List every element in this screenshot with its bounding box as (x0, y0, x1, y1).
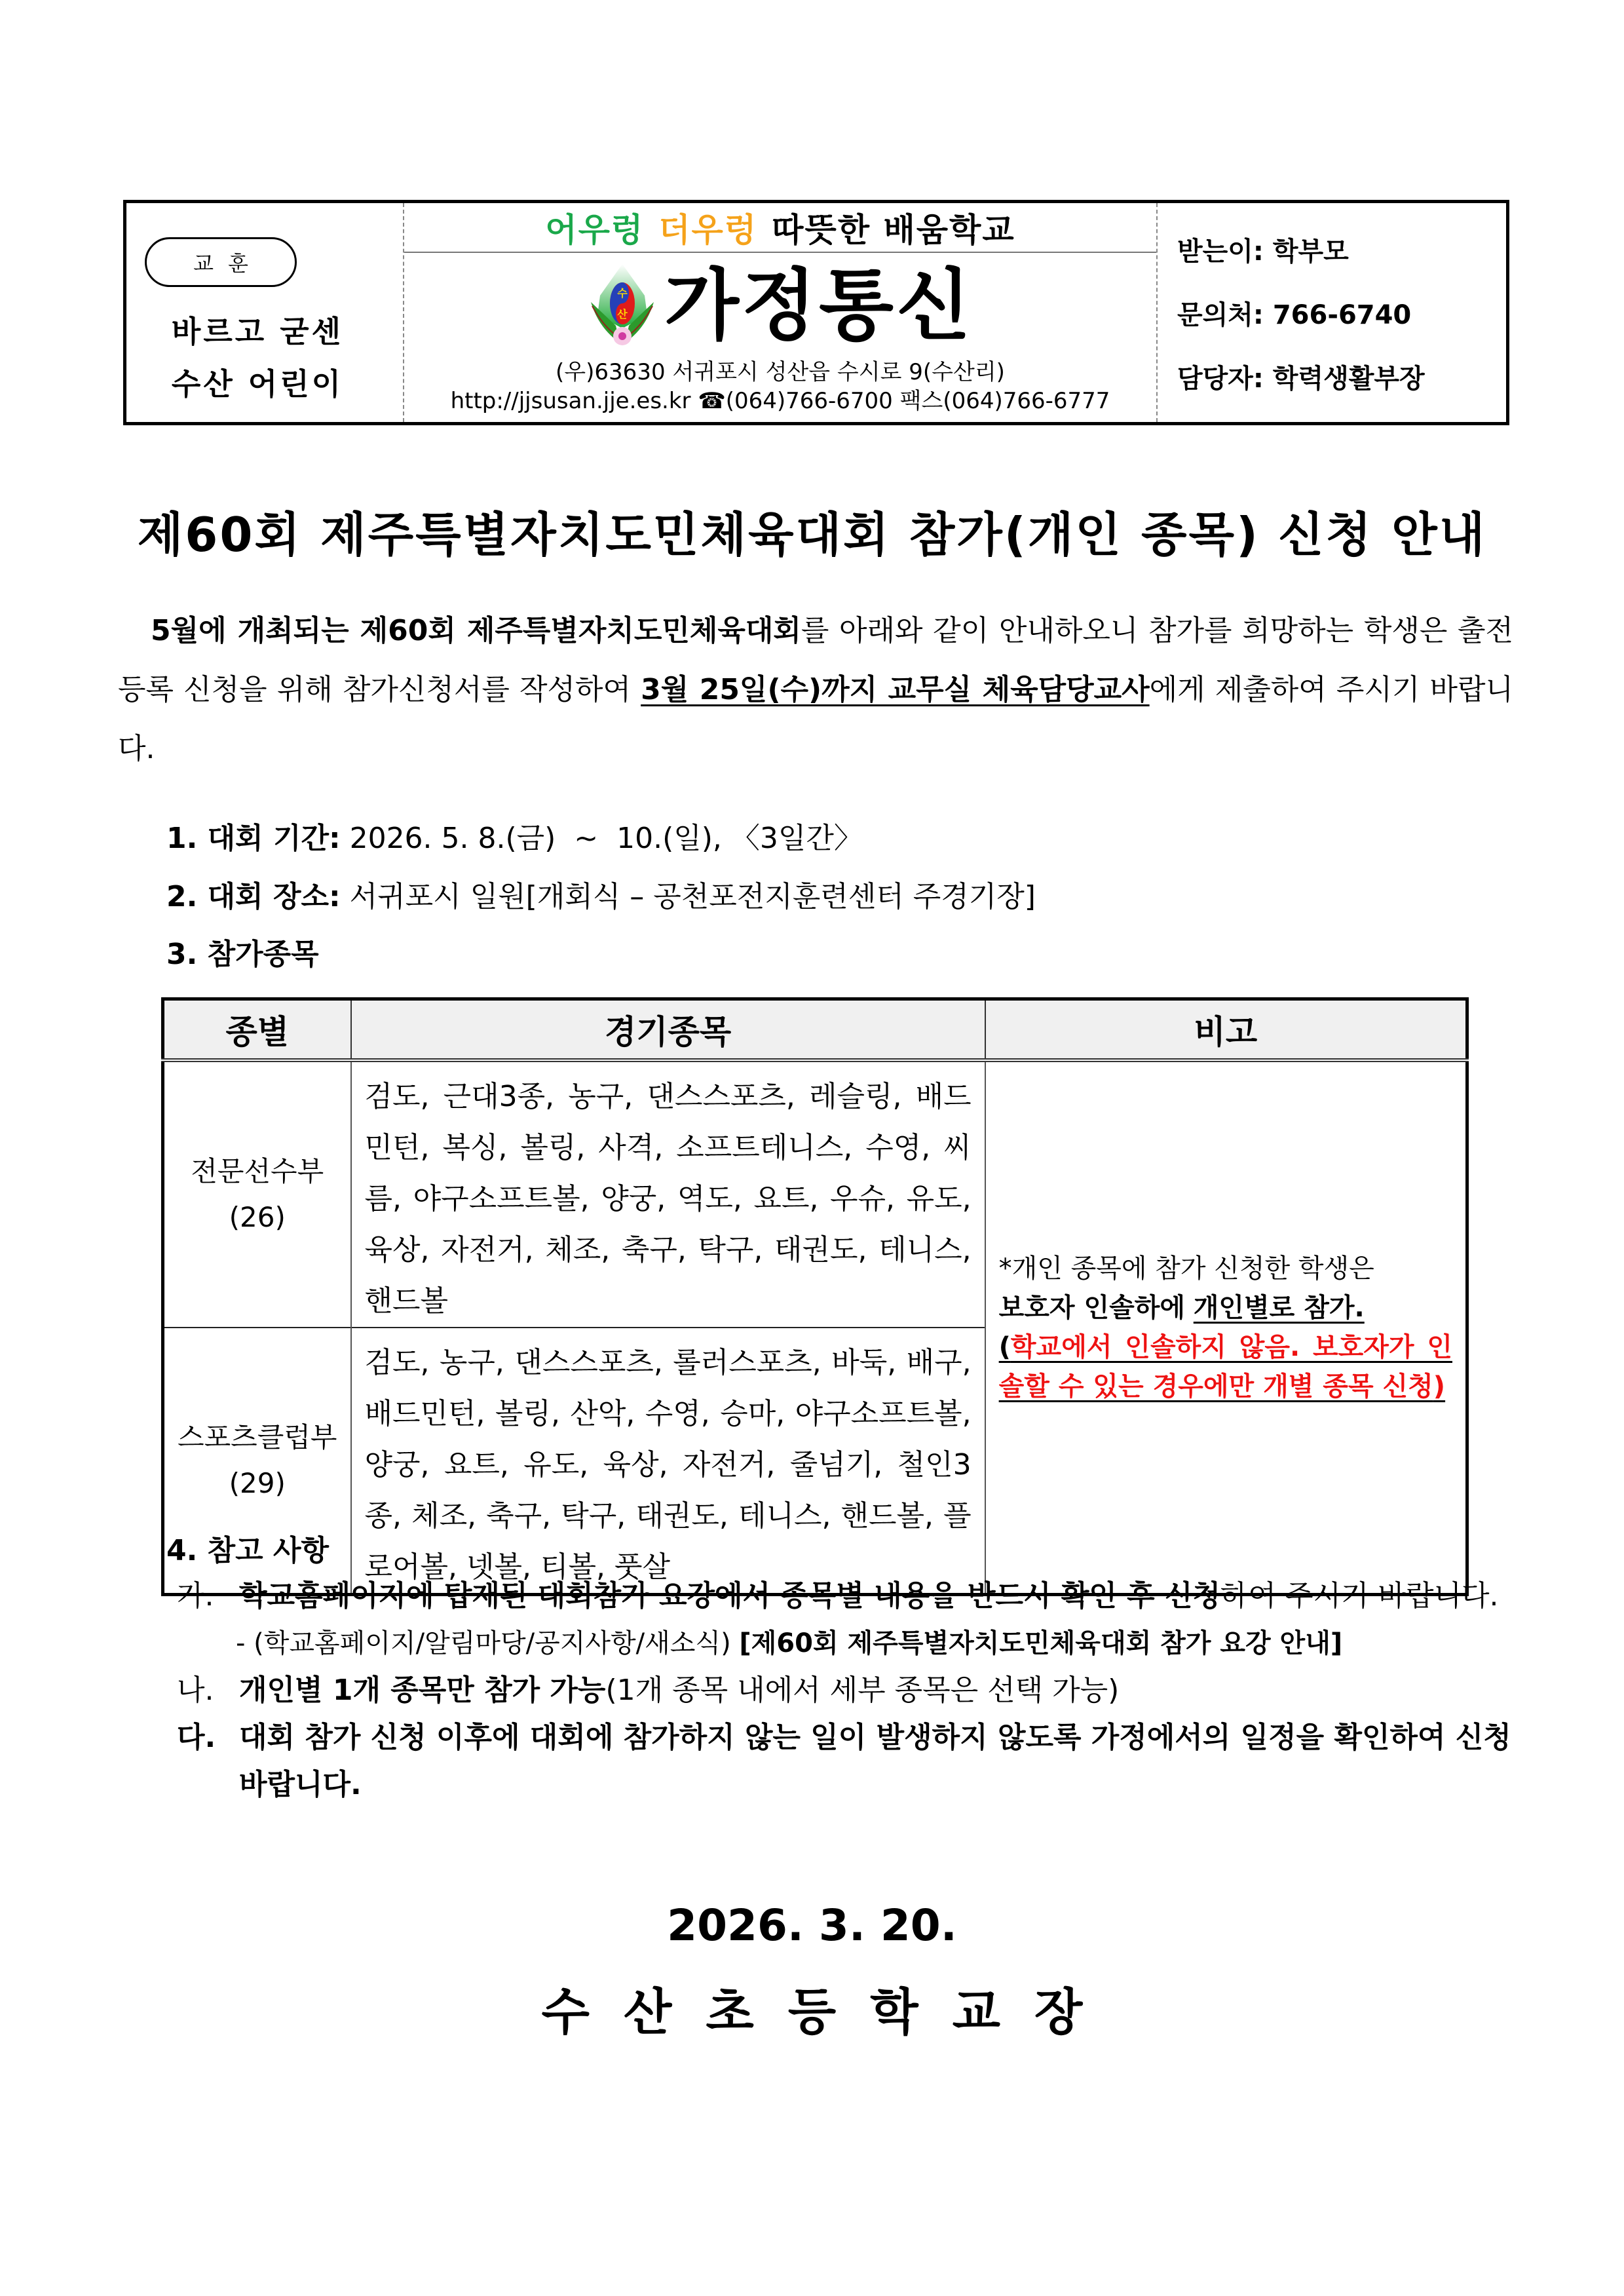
school-fax: 팩스(064)766-6777 (899, 388, 1110, 414)
events-cell: 검도, 농구, 댄스스포츠, 롤러스포츠, 바둑, 배구, 배드민턴, 볼링, 산악, 수영, 승마, 야구소프트볼, 양궁, 요트, 유도, 육상, 자전거, 줄넘기, 철인3종, 체조, 축구, 탁구, 태권도, 테니스, 핸드볼, 플로어볼, 넷볼, 티볼, 풋살 (351, 1328, 985, 1595)
category-count: (26) (229, 1201, 286, 1233)
newsletter-header (123, 200, 1509, 425)
svg-text:수: 수 (617, 287, 628, 299)
section-event-period (166, 814, 863, 856)
school-contact-line (404, 387, 1156, 415)
column-header-events: 경기종목 (351, 999, 985, 1061)
category-name: 전문선수부 (191, 1155, 324, 1187)
person-in-charge: 담당자: 학력생활부장 (1177, 363, 1425, 394)
document-title: 제60회 제주특별자치도민체육대회 참가(개인 종목) 신청 안내 (137, 507, 1487, 562)
school-emblem-icon (587, 263, 658, 348)
note-text: (1개 종목 내에서 세부 종목은 선택 가능) (605, 1674, 1120, 1707)
signer-name: 수산초등학교장 (541, 1983, 1117, 2041)
motto-label: 교훈 (145, 237, 297, 287)
table-row (163, 1060, 1467, 1328)
column-header-remarks: 비고 (985, 999, 1467, 1061)
intro-closing: 에게 제출하여 주시기 바랍니다. (118, 673, 1513, 765)
motto-line-1: 바르고 굳센 (171, 314, 344, 349)
note-reference (200, 1620, 1513, 1667)
school-slogan (404, 203, 1156, 253)
intro-paragraph (118, 602, 1513, 778)
section-events-heading (166, 930, 319, 972)
column-header-category: 종별 (163, 999, 351, 1061)
slogan-part-2: 더우렁 (658, 211, 758, 249)
reference-path: - (학교홈페이지/알림마당/공지사항/새소식) (236, 1628, 740, 1658)
phone-icon: ☎ (698, 388, 726, 414)
intro-body: 를 아래와 같이 안내하오니 참가를 희망하는 학생은 출전등록 신청을 위해 참가신청서를 작성하여 (118, 614, 1513, 706)
recipient: 받는이: 학부모 (1177, 236, 1349, 267)
masthead-panel (404, 203, 1158, 422)
school-motto-panel (126, 203, 404, 422)
note-item (177, 1573, 1513, 1667)
section-1-value: 2026. 5. 8.(금) ~ 10.(일), 〈3일간〉 (349, 822, 863, 855)
note-emphasis: 대회 참가 신청 이후에 대회에 참가하지 않는 일이 발생하지 않도록 가정에서의 일정을 확인하여 신청 바랍니다. (239, 1721, 1511, 1801)
events-table (161, 997, 1469, 1596)
remarks-warning: (학교에서 인솔하지 않음. 보호자가 인솔할 수 있는 경우에만 개별 종목 신청) (998, 1332, 1452, 1402)
note-item (177, 1714, 1513, 1808)
intro-event-name: 5월에 개최되는 제60회 제주특별자치도민체육대회 (151, 614, 801, 647)
note-emphasis: 개인별 1개 종목만 참가 가능 (239, 1674, 606, 1707)
reference-title: [제60회 제주특별자치도민체육대회 참가 요강 안내] (739, 1628, 1343, 1658)
section-2-label: 2. 대회 장소: (166, 880, 341, 913)
section-3-label: 3. 참가종목 (166, 938, 319, 971)
remarks-guardian: 보호자 인솔하에 (998, 1293, 1186, 1323)
newsletter-title: 가정통신 (664, 260, 973, 351)
section-notes-heading (166, 1527, 329, 1569)
recipient-info-panel (1158, 203, 1506, 422)
svg-text:산: 산 (617, 308, 628, 320)
notes-list (177, 1573, 1513, 1808)
note-marker: 다. (177, 1721, 216, 1754)
remarks-line-2 (999, 1288, 1452, 1328)
remarks-individual: 개인별로 참가. (1193, 1293, 1365, 1323)
slogan-part-3: 따뜻한 배움학교 (772, 211, 1015, 249)
issue-date: 2026. 3. 20. (667, 1900, 957, 1951)
remarks-warning-text: 학교에서 인솔하지 않음. 보호자가 인솔할 수 있는 경우에만 개별 종목 신청 (998, 1332, 1452, 1402)
category-count: (29) (229, 1467, 286, 1499)
table-header-row (163, 999, 1467, 1061)
school-phone: (064)766-6700 (725, 388, 893, 414)
category-cell (163, 1060, 351, 1328)
section-event-venue (166, 873, 1036, 915)
note-marker: 가. (177, 1579, 214, 1613)
section-2-value: 서귀포시 일원[개회식 – 공천포전지훈련센터 주경기장] (349, 880, 1036, 913)
note-text: 하여 주시기 바랍니다. (1220, 1579, 1499, 1613)
note-emphasis: 학교홈페이지에 탑재된 대회참가 요강에서 종목별 내용을 반드시 확인 후 신청 (239, 1579, 1220, 1613)
school-address: (우)63630 서귀포시 성산읍 수시로 9(수산리) (556, 359, 1005, 385)
note-marker: 나. (177, 1674, 214, 1707)
section-4-label: 4. 참고 사항 (166, 1534, 329, 1567)
events-cell: 검도, 근대3종, 농구, 댄스스포츠, 레슬링, 배드민턴, 복싱, 볼링, 사격, 소프트테니스, 수영, 씨름, 야구소프트볼, 양궁, 역도, 요트, 우슈, 유도, 육상, 자전거, 체조, 축구, 탁구, 태권도, 테니스, 핸드볼 (351, 1060, 985, 1328)
intro-deadline: 3월 25일(수)까지 교무실 체육담당교사 (641, 673, 1150, 706)
inquiry-contact: 문의처: 766-6740 (1177, 299, 1412, 330)
school-website-link[interactable]: http://jjsusan.jje.es.kr (450, 388, 691, 414)
note-item (177, 1667, 1513, 1714)
section-1-label: 1. 대회 기간: (166, 822, 341, 855)
category-name: 스포츠클럽부 (178, 1421, 337, 1453)
remarks-cell (985, 1060, 1467, 1595)
remarks-line-1: *개인 종목에 참가 신청한 학생은 (998, 1253, 1374, 1284)
slogan-part-1: 어우렁 (545, 211, 645, 249)
motto-line-2: 수산 어린이 (171, 366, 344, 402)
